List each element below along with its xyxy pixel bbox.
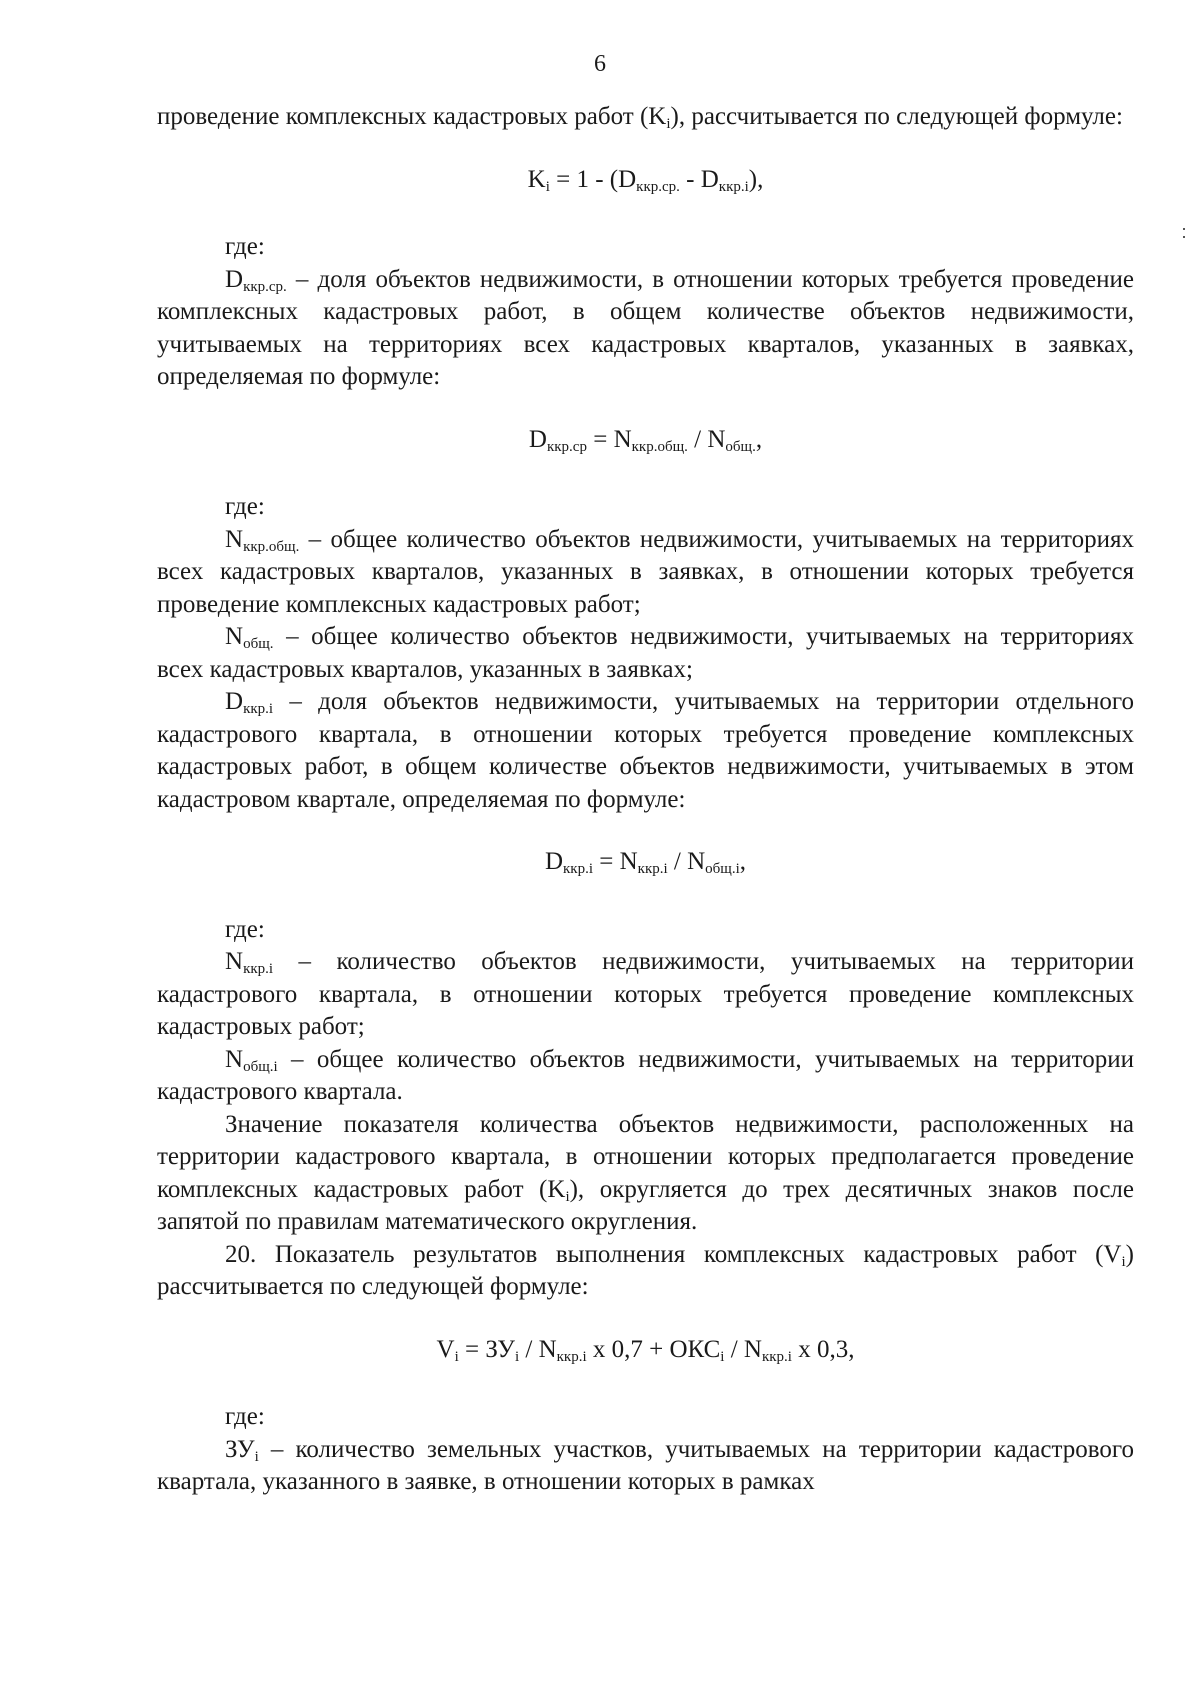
- where-label: где:: [225, 493, 265, 520]
- definition-n-total-i: $N_{общ.i}$ – общее количество объектов недвижимости, учитываемых на территории кадастрового квартала.: [157, 1045, 1134, 1105]
- where-label: где:: [225, 1403, 265, 1430]
- where-label: где:: [225, 233, 265, 260]
- formula-d-i: $D_{ккр.i} = N_{ккр.i} / N_{общ.i}$,: [544, 848, 747, 877]
- formula-v: $V_i = ЗУ_i / N_{ккр.i}$ x $0,7 + ОКС_i / N_{ккр.i}$ x 0,3,: [436, 1335, 855, 1365]
- scan-speck: [1183, 228, 1185, 230]
- intro-paragraph: проведение комплексных кадастровых работ $(K_i)$, рассчитывается по следующей формуле:: [157, 103, 1123, 132]
- formula-k: $K_i = 1 - (D_{ккр.ср.} - D_{ккр.i})$,: [527, 165, 764, 195]
- definition-n-total: $N_{общ.}$ – общее количество объектов недвижимости, учитываемых на территориях всех кадастровых кварталов, указанных в заявках;: [157, 623, 1134, 683]
- clause-20-paragraph: 20. Показатель результатов выполнения комплексных кадастровых работ $(V_i)$ рассчитывается по следующей формуле:: [157, 1240, 1134, 1300]
- page-number: 6: [594, 51, 606, 77]
- definition-n-kkr-i: $N_{ккр.i}$ – количество объектов недвижимости, учитываемых на территории кадастрового квартала, в отношении которых требуется проведение комплексных кадастровых работ;: [157, 948, 1134, 1040]
- definition-n-kkr-total: $N_{ккр.общ.}$ – общее количество объектов недвижимости, учитываемых на территориях всех кадастровых кварталов, указанных в заявках, в отношении которых требуется проведение комплексных кадастровых работ;: [157, 525, 1134, 618]
- document-body: [157, 101, 1134, 1499]
- definition-d-avg: $D_{ккр.ср.}$ – доля объектов недвижимости, в отношении которых требуется проведение комплексных кадастровых работ, в общем количестве объектов недвижимости, учитываемых на территориях всех кадастровых кварталов, указанных в заявках, определяемая по формуле:: [157, 265, 1134, 390]
- where-label: где:: [225, 915, 265, 943]
- formula-d-avg: $D_{ккр.ср} = N_{ккр.общ.} / N_{общ.}$,: [528, 425, 763, 455]
- definition-zu-i: $ЗУ_i$ – количество земельных участков, учитываемых на территории кадастрового квартала, указанного в заявке, в отношении которых в рамках: [157, 1435, 1134, 1495]
- rounding-paragraph: Значение показателя количества объектов недвижимости, расположенных на территории кадастрового квартала, в отношении которых предполагается проведение комплексных кадастровых работ $(K_i)$, округляется до трех десятичных знаков после запятой по правилам математического округления.: [157, 1110, 1135, 1235]
- definition-d-i: $D_{ккр.i}$ – доля объектов недвижимости, учитываемых на территории отдельного кадастрового квартала, в отношении которых требуется проведение комплексных кадастровых работ, в общем количестве объектов недвижимости, учитываемых в этом кадастровом квартале, определяемая по формуле:: [157, 688, 1134, 813]
